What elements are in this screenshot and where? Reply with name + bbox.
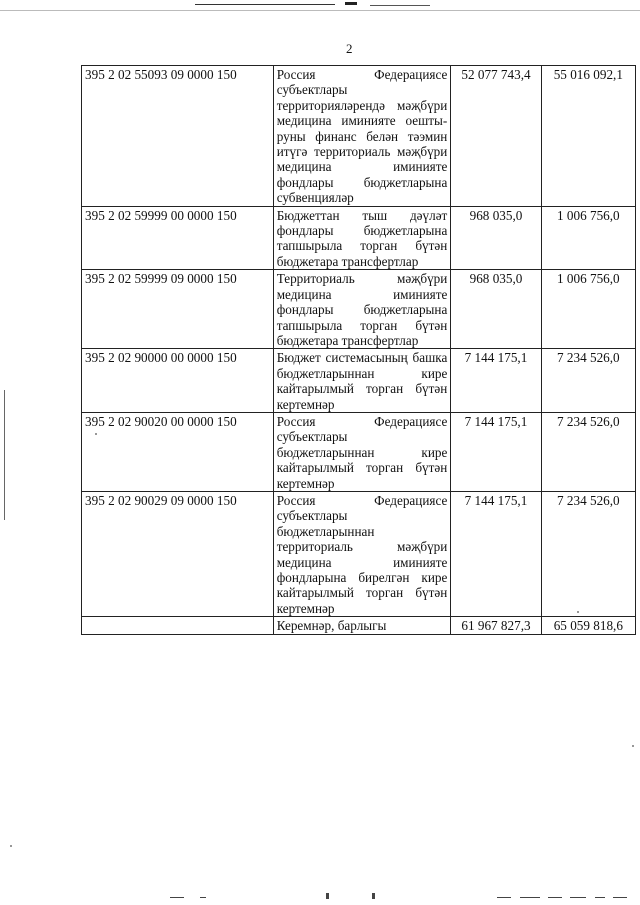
amount-year-2: 7 234 526,0 bbox=[541, 491, 635, 616]
amount-year-2: 7 234 526,0 bbox=[541, 412, 635, 491]
budget-code: 395 2 02 90000 00 0000 150 bbox=[82, 349, 274, 413]
scan-artifact bbox=[595, 897, 605, 898]
scan-speck bbox=[632, 745, 634, 747]
total-label: Керемнәр, барлыгы bbox=[273, 617, 451, 634]
total-year-2: 65 059 818,6 bbox=[541, 617, 635, 634]
scan-speck bbox=[95, 433, 97, 435]
amount-year-1: 968 035,0 bbox=[451, 206, 541, 270]
scan-artifact bbox=[520, 897, 540, 898]
scan-edge-top bbox=[0, 0, 640, 11]
budget-revenue-table bbox=[81, 65, 636, 635]
amount-year-1: 7 144 175,1 bbox=[451, 491, 541, 616]
revenue-name: Россия Федерациясе субъектлары территорияләрендә мәҗбүри медицина иминияте оештыруны финанс белән тәэмин итүгә территориаль мәҗбүри медицина иминияте фондлары бюджетларына субвенцияләр bbox=[273, 66, 451, 207]
scan-speck bbox=[577, 611, 579, 613]
revenue-name: Россия Федерациясе субъектлары бюджетларыннан территориаль мәҗбүри медицина иминияте фондларына бирелгән кире кайтарылмый торган бүтән кертемнәр bbox=[273, 491, 451, 616]
amount-year-1: 968 035,0 bbox=[451, 270, 541, 349]
budget-code: 395 2 02 90020 00 0000 150 bbox=[82, 412, 274, 491]
budget-code: 395 2 02 59999 00 0000 150 bbox=[82, 206, 274, 270]
scan-artifact bbox=[326, 893, 329, 899]
table-row bbox=[82, 349, 636, 413]
total-row bbox=[82, 617, 636, 634]
amount-year-2: 1 006 756,0 bbox=[541, 270, 635, 349]
budget-code: 395 2 02 59999 09 0000 150 bbox=[82, 270, 274, 349]
table-row bbox=[82, 270, 636, 349]
scan-artifact bbox=[345, 2, 357, 5]
amount-year-2: 7 234 526,0 bbox=[541, 349, 635, 413]
scan-artifact bbox=[497, 897, 511, 898]
revenue-name: Территориаль мәҗбүри медицина иминияте фондлары бюджетларына тапшырыла торган бүтән бюджетара трансфертлар bbox=[273, 270, 451, 349]
scan-artifact bbox=[372, 893, 375, 899]
scan-artifact bbox=[613, 897, 627, 898]
amount-year-2: 1 006 756,0 bbox=[541, 206, 635, 270]
amount-year-1: 52 077 743,4 bbox=[451, 66, 541, 207]
revenue-name: Бюджет системасының башка бюджетларыннан кире кайтарылмый торган бүтән кертемнәр bbox=[273, 349, 451, 413]
scan-speck bbox=[10, 845, 12, 847]
scan-artifact bbox=[200, 897, 206, 898]
table-row bbox=[82, 491, 636, 616]
scan-artifact bbox=[570, 897, 586, 898]
revenue-name: Бюджеттан тыш дәүләт фондлары бюджетларына тапшырыла торган бүтән бюджетара трансфертлар bbox=[273, 206, 451, 270]
table-row bbox=[82, 66, 636, 207]
table-row bbox=[82, 206, 636, 270]
revenue-name: Россия Федерациясе субъектлары бюджетларыннан кире кайтарылмый торган бүтән кертемнәр bbox=[273, 412, 451, 491]
total-code-cell bbox=[82, 617, 274, 634]
total-year-1: 61 967 827,3 bbox=[451, 617, 541, 634]
page-number: 2 bbox=[346, 41, 353, 56]
amount-year-1: 7 144 175,1 bbox=[451, 412, 541, 491]
amount-year-2: 55 016 092,1 bbox=[541, 66, 635, 207]
amount-year-1: 7 144 175,1 bbox=[451, 349, 541, 413]
table-row bbox=[82, 412, 636, 491]
scan-artifact bbox=[548, 897, 562, 898]
scan-edge-bottom bbox=[0, 893, 640, 903]
scan-artifact bbox=[370, 5, 430, 6]
scan-margin-line bbox=[4, 390, 5, 520]
budget-code: 395 2 02 55093 09 0000 150 bbox=[82, 66, 274, 207]
scan-artifact bbox=[195, 4, 335, 5]
budget-code: 395 2 02 90029 09 0000 150 bbox=[82, 491, 274, 616]
scan-artifact bbox=[170, 897, 184, 898]
